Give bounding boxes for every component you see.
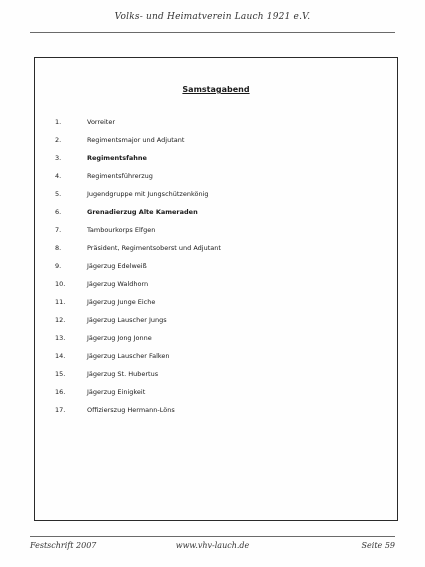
list-item-number: 14.: [55, 352, 66, 360]
list-item: [35, 207, 397, 225]
footer-website: www.vhv-lauch.de: [175, 541, 250, 550]
list-item-number: 6.: [55, 208, 62, 216]
list-item: [35, 369, 397, 387]
list-item-text: Offizierszug Hermann-Löns: [87, 406, 175, 414]
footer-page-number: Seite 59: [361, 541, 395, 550]
list-item: [35, 315, 397, 333]
list-item-text: Jägerzug Waldhorn: [87, 280, 149, 288]
list-item-number: 7.: [55, 226, 62, 234]
list-item-number: 5.: [55, 190, 62, 198]
list-item-text: Jägerzug Lauscher Falken: [87, 352, 170, 360]
list-item-text: Präsident, Regimentsoberst und Adjutant: [87, 244, 221, 252]
list-item-text: Jägerzug St. Hubertus: [87, 370, 159, 378]
list-item: [35, 261, 397, 279]
list-item-number: 12.: [55, 316, 66, 324]
list-item-number: 15.: [55, 370, 66, 378]
content-frame: [34, 57, 398, 521]
list-item: [35, 189, 397, 207]
list-item-text: Jägerzug Lauscher Jungs: [87, 316, 167, 324]
list-item-text: Tambourkorps Elfgen: [87, 226, 156, 234]
footer-divider: [30, 536, 395, 537]
list-item: [35, 405, 397, 423]
list-item-number: 8.: [55, 244, 62, 252]
list-item-number: 9.: [55, 262, 62, 270]
list-item-number: 17.: [55, 406, 66, 414]
section-title: [35, 85, 397, 94]
list-item: [35, 171, 397, 189]
list-item: [35, 117, 397, 135]
list-item-text: Regimentsführerzug: [87, 172, 153, 180]
list-item-number: 2.: [55, 136, 62, 144]
header-divider: [30, 32, 395, 33]
list-item: [35, 351, 397, 369]
list-item-number: 3.: [55, 154, 62, 162]
list-item-text: Jägerzug Einigkeit: [87, 388, 146, 396]
list-item: [35, 225, 397, 243]
list-item-text: Grenadierzug Alte Kameraden: [87, 208, 198, 216]
parade-order-list: [35, 117, 397, 423]
list-item-text: Jugendgruppe mit Jungschützenkönig: [87, 190, 209, 198]
list-item-number: 16.: [55, 388, 66, 396]
list-item-text: Regimentsfahne: [87, 154, 147, 162]
list-item-number: 4.: [55, 172, 62, 180]
list-item: [35, 333, 397, 351]
section-title-text: Samstagabend: [182, 85, 250, 94]
list-item-text: Jägerzug Jong Jonne: [87, 334, 152, 342]
list-item: [35, 135, 397, 153]
list-item: [35, 297, 397, 315]
footer-publication: Festschrift 2007: [30, 541, 97, 550]
list-item-number: 11.: [55, 298, 66, 306]
list-item: [35, 279, 397, 297]
list-item: [35, 243, 397, 261]
list-item-number: 10.: [55, 280, 66, 288]
list-item-number: 13.: [55, 334, 66, 342]
list-item-text: Vorreiter: [87, 118, 116, 126]
list-item-text: Jägerzug Junge Eiche: [87, 298, 156, 306]
list-item: [35, 153, 397, 171]
list-item-text: Jägerzug Edelweiß: [87, 262, 147, 270]
list-item: [35, 387, 397, 405]
page-header: Volks- und Heimatverein Lauch 1921 e.V.: [114, 12, 311, 22]
list-item-text: Regimentsmajor und Adjutant: [87, 136, 185, 144]
list-item-number: 1.: [55, 118, 62, 126]
